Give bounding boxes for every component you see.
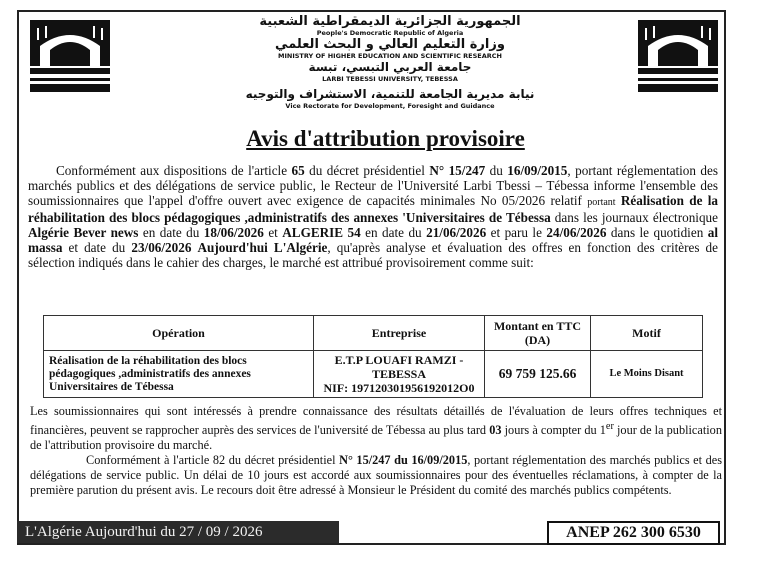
ministry-arabic: وزارة التعليم العالي و البحث العلمي bbox=[275, 37, 505, 52]
cell-operation: Réalisation de la réhabilitation des blocs pédagogiques ,administratifs des annexes Universitaires de Tébessa bbox=[44, 351, 314, 398]
table-row bbox=[44, 351, 703, 398]
appeal-paragraph: Conformément à l'article 82 du décret présidentiel N° 15/247 du 16/09/2015, portant réglementation des marchés publics et des délégations de service public. Un délai de 10 jours est accordé aux soumissionnaires pour des éventuelles réclamations, à compter de la première parution du présent avis. Le recours doit être adressé à Monsieur le Président du comité des marchés publics compétents. bbox=[30, 453, 722, 498]
university-english: LARBI TEBESSI UNIVERSITY, TEBESSA bbox=[322, 75, 458, 83]
header-montant: Montant en TTC (DA) bbox=[485, 316, 591, 351]
entreprise-nif: NIF: 197120301956192012O0 bbox=[323, 381, 475, 395]
vice-rectorate-arabic: نيابة مديرية الجامعة للتنمية، الاستشراف والتوجيه bbox=[245, 87, 535, 101]
project-subject: Réalisation de la réhabilitation des blocs pédagogiques ,administratifs des annexes 'Universitaires de Tébessa bbox=[28, 193, 719, 225]
republic-arabic: الجمهورية الجزائرية الديمقراطية الشعبية bbox=[259, 14, 521, 29]
letterhead bbox=[180, 14, 600, 110]
cell-motif: Le Moins Disant bbox=[591, 351, 703, 398]
cell-entreprise bbox=[314, 351, 485, 398]
header-entreprise: Entreprise bbox=[314, 316, 485, 351]
consultation-paragraph: Les soumissionnaires qui sont intéressés à prendre connaissance des résultats détaillés de l'évaluation de leurs offres techniques et financières, peuvent se rapprocher auprès des services de l'université de Tébessa au plus tard 03 jours à compter du 1er jour de la publication de l'attribution provisoire du marché. bbox=[30, 404, 722, 453]
university-logo-left bbox=[28, 18, 112, 94]
ministry-english: MINISTRY OF HIGHER EDUCATION AND SCIENTIFIC RESEARCH bbox=[278, 52, 502, 60]
notice-lower bbox=[30, 404, 722, 498]
republic-english: People's Democratic Republic of Algeria bbox=[316, 29, 464, 37]
award-table bbox=[43, 315, 703, 398]
anep-reference: ANEP 262 300 6530 bbox=[547, 521, 720, 545]
entreprise-name: E.T.P LOUAFI RAMZI - TEBESSA bbox=[334, 353, 464, 381]
header-operation: Opération bbox=[44, 316, 314, 351]
notice-body bbox=[28, 163, 718, 270]
university-logo-right bbox=[636, 18, 720, 94]
header-motif: Motif bbox=[591, 316, 703, 351]
notice-title: Avis d'attribution provisoire bbox=[246, 126, 525, 151]
intro-paragraph: Conformément aux dispositions de l'article 65 du décret présidentiel N° 15/247 du 16/09/2015, portant réglementation des marchés publics et des délégations de service public, le Recteur de l'Université Larbi Tbessi – Tébessa informe l'ensemble des soumissionnaires que l'appel d'offre ouvert avec exigence de capacités minimales No 05/2026 relatif portant Réalisation de la réhabilitation des blocs pédagogiques ,administratifs des annexes 'Universitaires de Tébessa dans les journaux électronique Algérie Bever news en date du 18/06/2026 et ALGERIE 54 en date du 21/06/2026 et paru le 24/06/2026 dans le quotidien al massa et date du 23/06/2026 Aujourd'hui L'Algérie, qu'après analyse et évaluation des offres en fonction des critères de sélection indiqués dans le cahier des charges, le marché est attribué provisoirement comme suit: bbox=[28, 163, 719, 270]
vice-rectorate-english: Vice Rectorate for Development, Foresight and Guidance bbox=[285, 102, 495, 110]
publication-label: L'Algérie Aujourd'hui du 27 / 09 / 2026 bbox=[17, 521, 339, 543]
cell-montant: 69 759 125.66 bbox=[485, 351, 591, 398]
university-arabic: جامعة العربي التبسي، تبسة bbox=[308, 60, 472, 74]
